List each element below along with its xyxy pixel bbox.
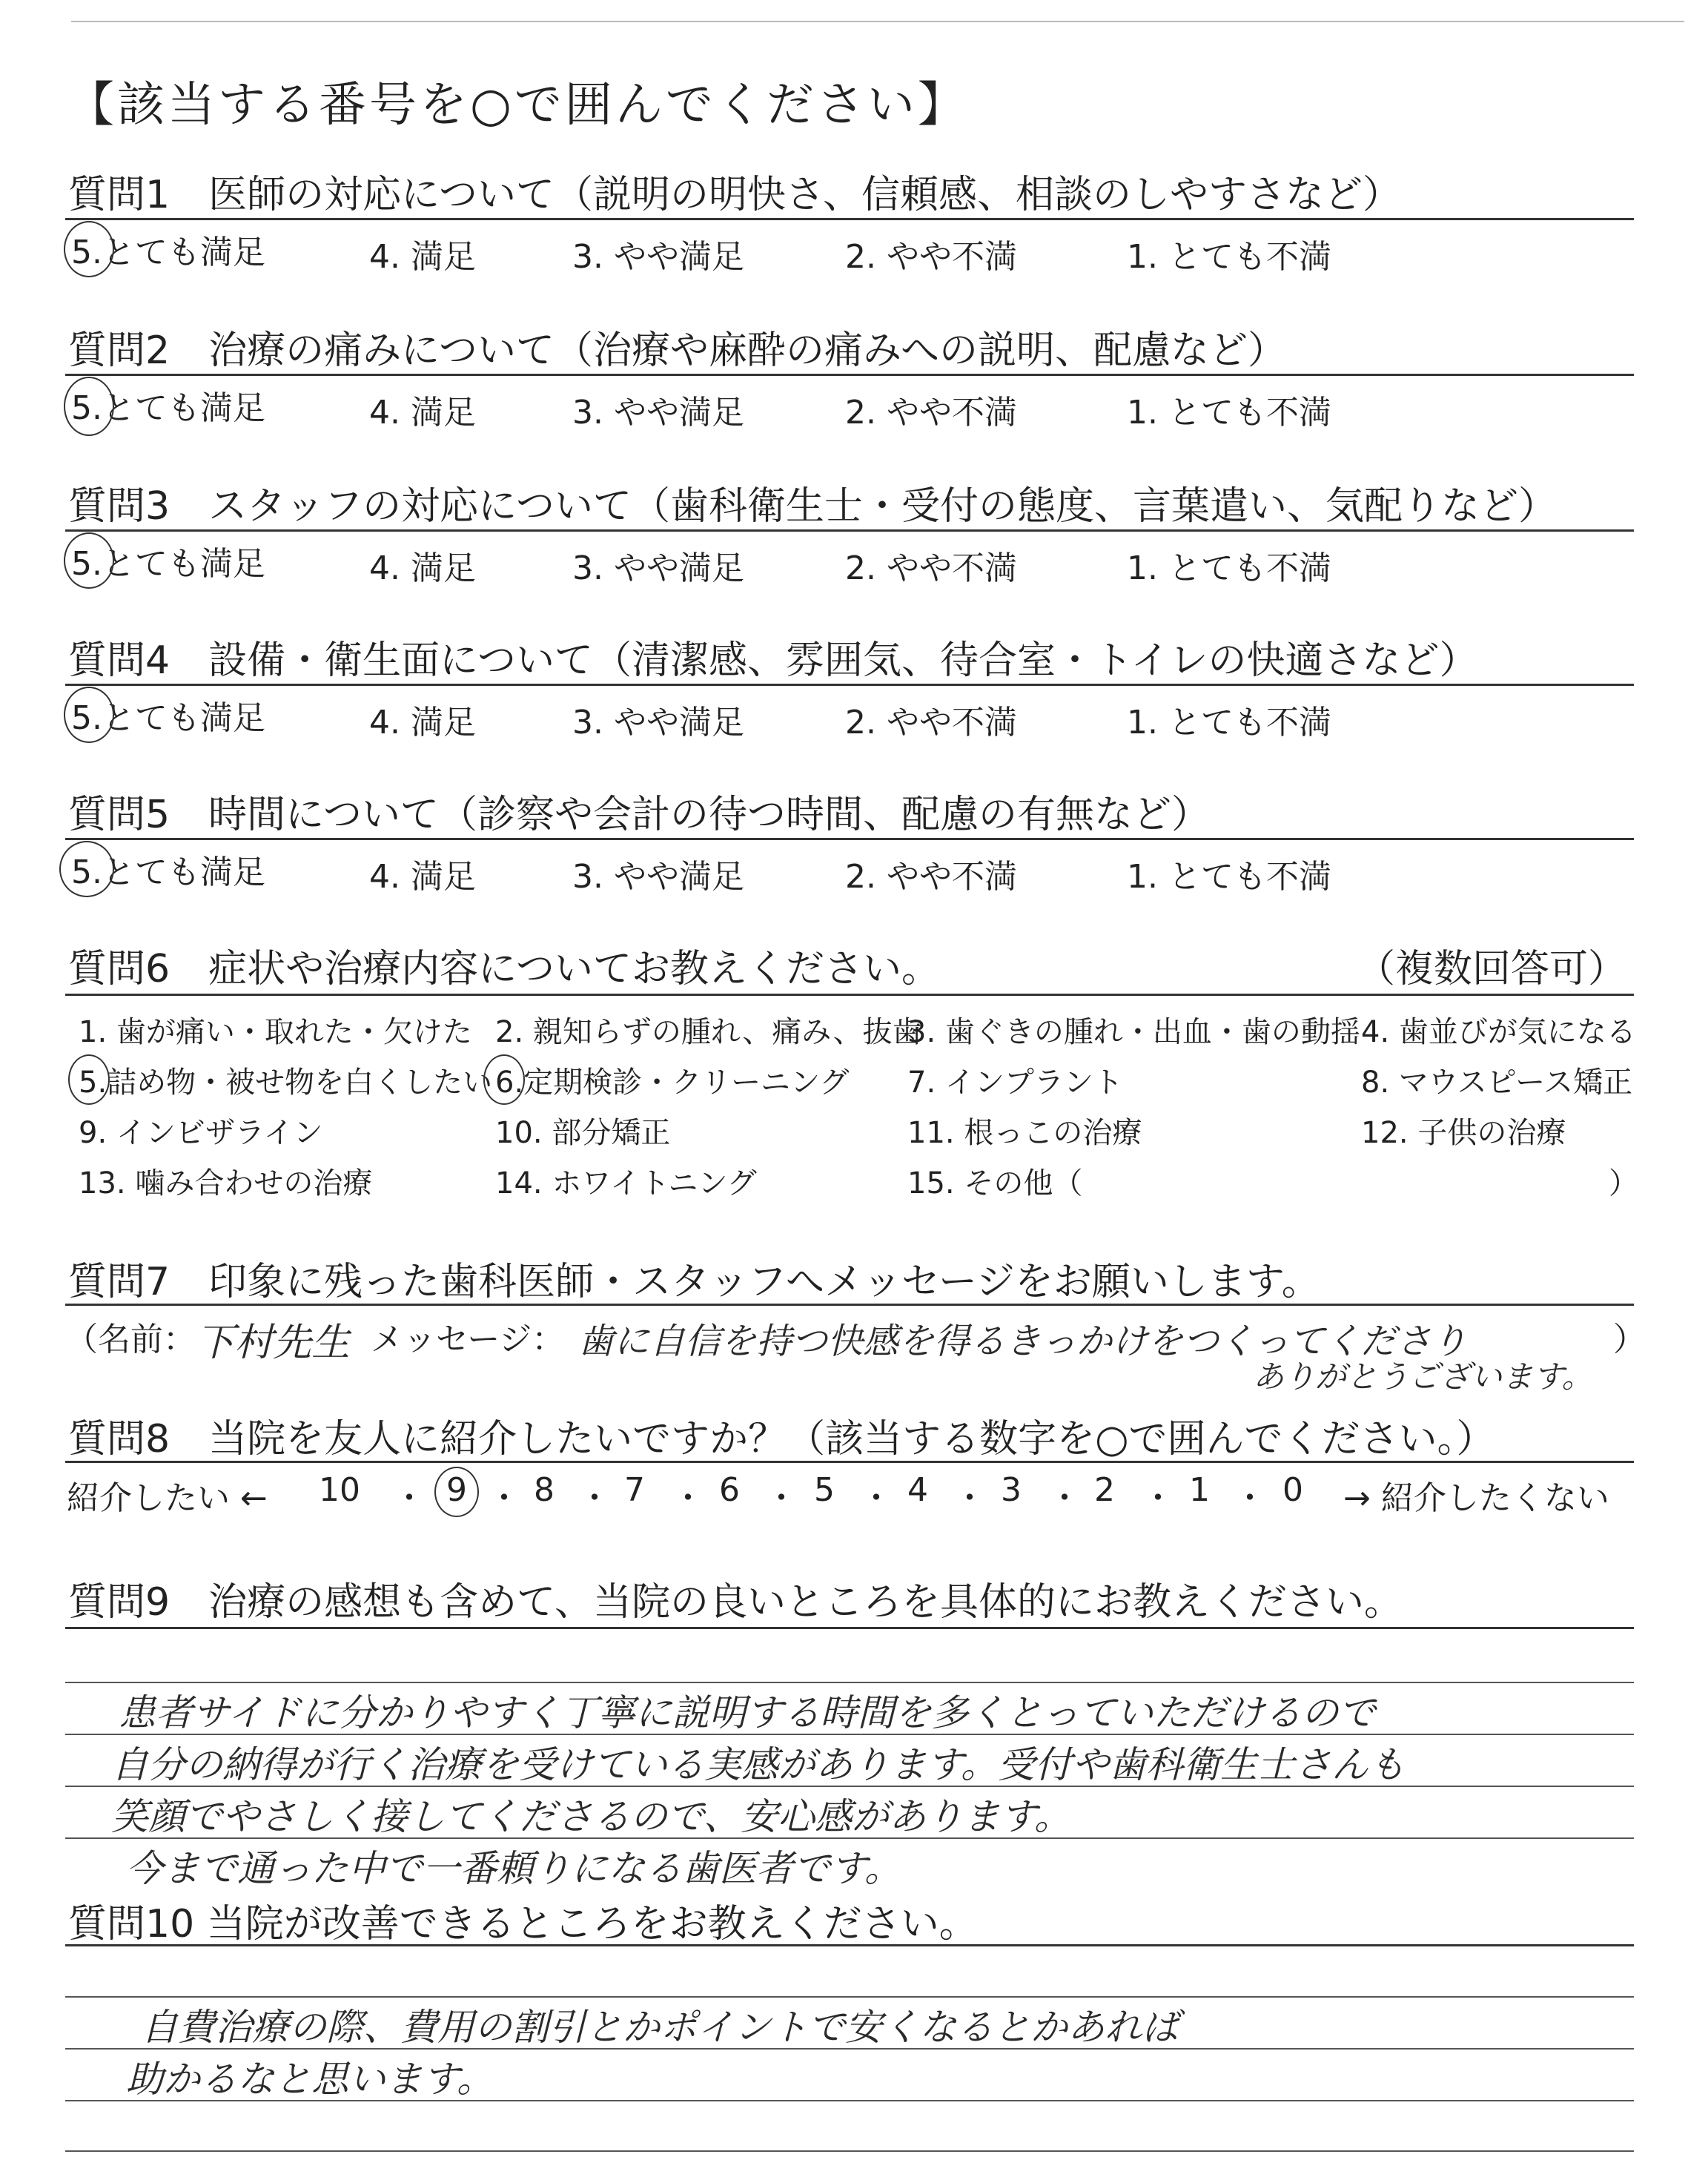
q4-option-5[interactable]: 5.とても満足 — [71, 699, 265, 737]
q7-name-value[interactable]: 下村先生 — [196, 1321, 351, 1365]
question-1-title: 質問1 医師の対応について（説明の明快さ、信頼感、相談のしやすさなど） — [68, 173, 1401, 217]
q2-selected-circle — [64, 377, 114, 436]
question-8-title: 質問8 当院を友人に紹介したいですか？（該当する数字を○で囲んでください。） — [68, 1417, 1495, 1462]
q8-scale-3[interactable]: 3 — [1001, 1471, 1022, 1509]
question-7 — [0, 1250, 1708, 1398]
q6-option-9[interactable]: 9. インビザライン — [79, 1116, 323, 1150]
q1-option-2[interactable]: 2. やや不満 — [845, 238, 1017, 276]
question-6-title: 質問6 症状や治療内容についてお教えください。 — [68, 947, 941, 991]
q6-option-12[interactable]: 12. 子供の治療 — [1361, 1116, 1566, 1150]
question-9 — [0, 1571, 1708, 1889]
q5-option-2[interactable]: 2. やや不満 — [845, 858, 1017, 896]
q3-option-3[interactable]: 3. やや満足 — [572, 549, 744, 587]
question-7-rule — [65, 1304, 1634, 1306]
q8-left-label: 紹介したい ← — [67, 1479, 268, 1517]
question-3-rule — [65, 529, 1634, 532]
question-10-title: 質問10 当院が改善できるところをお教えください。 — [68, 1902, 978, 1946]
q6-option-2[interactable]: 2. 親知らずの腫れ、痛み、抜歯 — [495, 1015, 922, 1049]
question-2-title: 質問2 治療の痛みについて（治療や麻酔の痛みへの説明、配慮など） — [68, 328, 1287, 373]
q3-option-5[interactable]: 5.とても満足 — [71, 545, 265, 583]
question-1 — [0, 163, 1708, 289]
q9-answer-line-4[interactable]: 今まで通った中で一番頼りになる歯医者です。 — [126, 1847, 901, 1890]
q8-scale-10[interactable]: 10 — [319, 1471, 360, 1509]
question-8-rule — [65, 1461, 1634, 1463]
q4-selected-circle — [64, 687, 114, 743]
form-heading: 【該当する番号を○で囲んでください】 — [67, 78, 968, 133]
q8-separator: ・ — [953, 1479, 986, 1517]
q3-option-1[interactable]: 1. とても不満 — [1127, 549, 1331, 587]
q6-option-11[interactable]: 11. 根っこの治療 — [907, 1116, 1142, 1150]
question-9-title: 質問9 治療の感想も含めて、当院の良いところを具体的にお教えください。 — [68, 1580, 1403, 1625]
question-10-rule — [65, 1944, 1634, 1946]
question-8 — [0, 1407, 1708, 1519]
q8-separator: ・ — [1048, 1479, 1081, 1517]
question-7-title: 質問7 印象に残った歯科医師・スタッフへメッセージをお願いします。 — [68, 1260, 1320, 1304]
question-2-rule — [65, 374, 1634, 376]
q3-option-4[interactable]: 4. 満足 — [369, 549, 476, 587]
q8-separator: ・ — [488, 1479, 520, 1517]
q4-option-4[interactable]: 4. 満足 — [369, 704, 476, 742]
q2-option-3[interactable]: 3. やや満足 — [572, 394, 744, 432]
question-1-rule — [65, 218, 1634, 220]
q7-message-line-2[interactable]: ありがとうございます。 — [1253, 1358, 1593, 1395]
question-2 — [0, 319, 1708, 445]
q6-option-5-circle — [68, 1054, 110, 1105]
q6-option-7[interactable]: 7. インプラント — [907, 1066, 1123, 1100]
q8-scale-5[interactable]: 5 — [814, 1471, 835, 1509]
q8-scale-2[interactable]: 2 — [1094, 1471, 1115, 1509]
q8-selected-circle — [434, 1467, 479, 1517]
q9-answer-line-2[interactable]: 自分の納得が行く治療を受けている実感があります。受付や歯科衛生士さんも — [111, 1743, 1406, 1786]
q6-option-1[interactable]: 1. 歯が痛い・取れた・欠けた — [79, 1015, 472, 1049]
question-9-rule — [65, 1627, 1634, 1629]
q3-option-2[interactable]: 2. やや不満 — [845, 549, 1017, 587]
q8-right-label: → 紹介したくない — [1343, 1479, 1609, 1517]
q8-scale-9[interactable]: 9 — [446, 1471, 467, 1509]
q5-option-1[interactable]: 1. とても不満 — [1127, 858, 1331, 896]
q7-message-line-1[interactable]: 歯に自信を持つ快感を得るきっかけをつくってくださり — [578, 1321, 1468, 1362]
q4-option-2[interactable]: 2. やや不満 — [845, 704, 1017, 742]
q6-option-14[interactable]: 14. ホワイトニング — [495, 1166, 757, 1200]
q6-option-6-circle — [483, 1054, 525, 1105]
q4-option-3[interactable]: 3. やや満足 — [572, 704, 744, 742]
q5-option-4[interactable]: 4. 満足 — [369, 858, 476, 896]
bottom-rule — [65, 2150, 1634, 2152]
question-5-title: 質問5 時間について（診察や会計の待つ時間、配慮の有無など） — [68, 793, 1211, 837]
q9-answer-line-3[interactable]: 笑顔でやさしく接してくださるので、安心感があります。 — [111, 1795, 1071, 1838]
q10-answer-line-1[interactable]: 自費治療の際、費用の割引とかポイントで安くなるとかあれば — [141, 2006, 1179, 2049]
q1-selected-circle — [64, 221, 114, 277]
q7-message-label: メッセージ： — [371, 1321, 565, 1358]
q6-option-15-close: ） — [1609, 1166, 1638, 1200]
question-3 — [0, 475, 1708, 601]
q8-separator: ・ — [860, 1479, 893, 1517]
q10-answer-line-2[interactable]: 助かるなと思います。 — [126, 2058, 494, 2101]
q8-separator: ・ — [578, 1479, 611, 1517]
question-6 — [0, 937, 1708, 1219]
q8-scale-7[interactable]: 7 — [624, 1471, 645, 1509]
q9-answer-line-1[interactable]: 患者サイドに分かりやすく丁寧に説明する時間を多くとっていただけるので — [119, 1691, 1376, 1734]
q8-separator: ・ — [765, 1479, 798, 1517]
q6-option-8[interactable]: 8. マウスピース矯正 — [1361, 1066, 1633, 1100]
question-10 — [0, 1892, 1708, 2144]
question-6-rule — [65, 994, 1634, 996]
q6-option-13[interactable]: 13. 噛み合わせの治療 — [79, 1166, 373, 1200]
q2-option-1[interactable]: 1. とても不満 — [1127, 394, 1331, 432]
q6-option-10[interactable]: 10. 部分矯正 — [495, 1116, 671, 1150]
q5-option-3[interactable]: 3. やや満足 — [572, 858, 744, 896]
question-4-rule — [65, 684, 1634, 686]
q6-option-5[interactable]: 5.詰め物・被せ物を白くしたい — [79, 1066, 493, 1100]
q8-separator: ・ — [1142, 1479, 1174, 1517]
q8-scale-8[interactable]: 8 — [534, 1471, 555, 1509]
question-5-rule — [65, 838, 1634, 840]
q8-separator: ・ — [393, 1479, 426, 1517]
question-5 — [0, 783, 1708, 909]
q5-selected-circle — [59, 841, 114, 897]
q6-option-3[interactable]: 3. 歯ぐきの腫れ・出血・歯の動揺 — [907, 1015, 1360, 1049]
question-4-title: 質問4 設備・衛生面について（清潔感、雰囲気、待合室・トイレの快適さなど） — [68, 638, 1478, 683]
q5-option-5[interactable]: 5.とても満足 — [71, 853, 265, 891]
q8-scale-1[interactable]: 1 — [1189, 1471, 1210, 1509]
q8-separator: ・ — [672, 1479, 704, 1517]
q2-option-4[interactable]: 4. 満足 — [369, 394, 476, 432]
q3-selected-circle — [64, 532, 114, 589]
q6-option-4[interactable]: 4. 歯並びが気になる — [1361, 1015, 1636, 1049]
q8-scale-6[interactable]: 6 — [719, 1471, 740, 1509]
question-4 — [0, 629, 1708, 755]
q2-option-2[interactable]: 2. やや不満 — [845, 394, 1017, 432]
q1-option-1[interactable]: 1. とても不満 — [1127, 238, 1331, 276]
q2-option-5[interactable]: 5.とても満足 — [71, 389, 265, 427]
q8-separator: ・ — [1234, 1479, 1266, 1517]
q7-name-label: （名前： — [65, 1321, 196, 1358]
question-6-note: （複数回答可） — [1357, 947, 1627, 991]
question-3-title: 質問3 スタッフの対応について（歯科衛生士・受付の態度、言葉遣い、気配りなど） — [68, 484, 1558, 529]
q6-option-6[interactable]: 6.定期検診・クリーニング — [495, 1066, 850, 1100]
q1-option-3[interactable]: 3. やや満足 — [572, 238, 744, 276]
q8-scale-4[interactable]: 4 — [907, 1471, 928, 1509]
q1-option-4[interactable]: 4. 満足 — [369, 238, 476, 276]
q6-option-15[interactable]: 15. その他（ — [907, 1166, 1083, 1200]
top-border — [71, 21, 1684, 22]
q7-close-paren: ） — [1613, 1321, 1646, 1358]
q4-option-1[interactable]: 1. とても不満 — [1127, 704, 1331, 742]
q8-scale-0[interactable]: 0 — [1282, 1471, 1303, 1509]
q1-option-5[interactable]: 5.とても満足 — [71, 234, 265, 271]
